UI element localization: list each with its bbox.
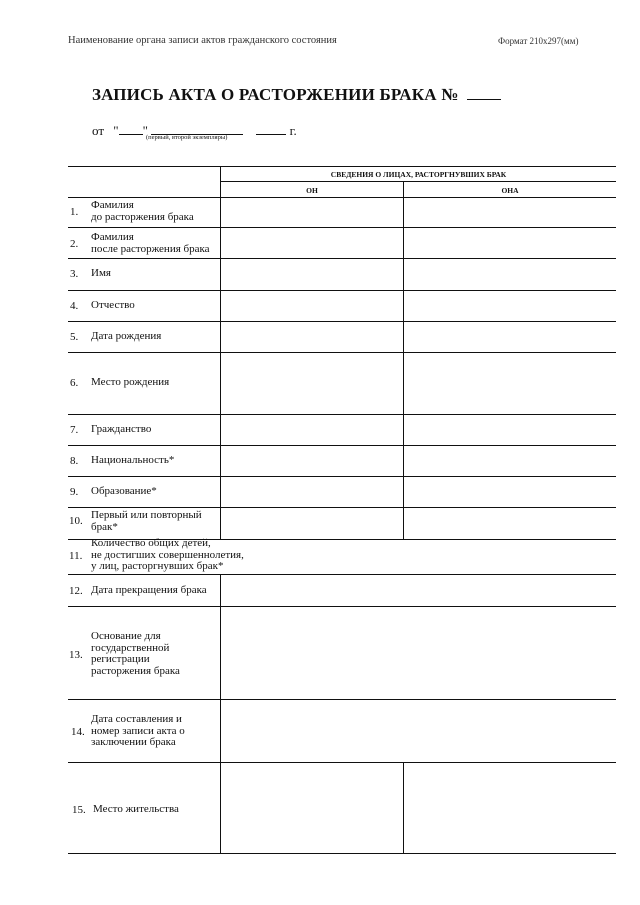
- row-label-line: Дата прекращения брака: [91, 584, 207, 596]
- row-label-line: Отчество: [91, 299, 135, 311]
- row-label-line: Фамилия: [91, 199, 134, 211]
- row-number: 2.: [70, 238, 79, 250]
- she-patronymic-cell[interactable]: [404, 291, 616, 321]
- table-top-border: [68, 166, 616, 167]
- row-label: [91, 455, 174, 467]
- row-number: 3.: [70, 268, 79, 280]
- table-bottom-border: [68, 853, 616, 854]
- row-number: 6.: [70, 377, 79, 389]
- row-label-line: Образование*: [91, 485, 157, 497]
- date-suffix: г.: [289, 123, 297, 138]
- he-education-cell[interactable]: [221, 477, 403, 507]
- row-label: [91, 585, 207, 597]
- row-label-line: расторжения брака: [91, 664, 180, 677]
- row-number: 11.: [69, 550, 83, 562]
- he-birth-date-cell[interactable]: [221, 322, 403, 352]
- record-number-field[interactable]: [467, 85, 501, 100]
- he-patronymic-cell[interactable]: [221, 291, 403, 321]
- column-he-header: ОН: [306, 186, 318, 195]
- marriage-record-reference-cell[interactable]: [221, 700, 616, 762]
- row-number: 14.: [71, 726, 85, 738]
- he-residence-cell[interactable]: [221, 763, 403, 853]
- row-label: [91, 631, 180, 677]
- column-she-header: ОНА: [501, 186, 519, 195]
- he-nationality-cell[interactable]: [221, 446, 403, 476]
- row-label: [91, 714, 185, 749]
- row-label: [91, 538, 244, 573]
- she-nationality-cell[interactable]: [404, 446, 616, 476]
- row-label-line: Гражданство: [91, 423, 152, 435]
- date-quote-close: ": [142, 123, 148, 138]
- she-marriage-order-cell[interactable]: [404, 508, 616, 539]
- row-label: [91, 424, 151, 436]
- row-label-line: Дата рождения: [91, 330, 162, 342]
- row-label-line: брак*: [91, 520, 118, 533]
- row-label: [91, 300, 135, 312]
- row-label-line: регистрации: [91, 653, 150, 665]
- row-number: 4.: [70, 300, 79, 312]
- row-label-line: заключении брака: [91, 736, 176, 748]
- row-label-line: Имя: [91, 267, 111, 279]
- row-number: 8.: [70, 455, 79, 467]
- row-label-line: Место жительства: [93, 803, 179, 815]
- row-label-line: Основание для: [91, 630, 161, 642]
- day-field[interactable]: [119, 120, 143, 135]
- row-label: [91, 268, 111, 280]
- year-field[interactable]: [256, 120, 286, 135]
- row-label-line: Национальность*: [91, 454, 175, 466]
- row-number: 10.: [69, 515, 83, 527]
- divorce-registration-basis-cell[interactable]: [221, 607, 616, 699]
- she-surname-after-cell[interactable]: [404, 228, 616, 258]
- group-header-divider: [220, 181, 616, 182]
- row-number: 9.: [70, 486, 79, 498]
- row-label-line: Фамилия: [91, 231, 134, 243]
- he-citizenship-cell[interactable]: [221, 415, 403, 445]
- he-name-cell[interactable]: [221, 259, 403, 290]
- he-surname-before-cell[interactable]: [221, 198, 403, 227]
- row-label-line: государственной: [91, 641, 170, 654]
- row-label-line: до расторжения брака: [91, 210, 194, 223]
- row-label-line: Место рождения: [91, 376, 170, 388]
- row-label: [91, 331, 161, 343]
- date-quote-open: ": [113, 123, 119, 138]
- row-number: 5.: [70, 331, 79, 343]
- row-label-line: Первый или повторный: [91, 509, 202, 521]
- copies-note: (первый, второй экземпляры): [146, 134, 228, 141]
- she-name-cell[interactable]: [404, 259, 616, 290]
- date-prefix: от: [92, 123, 105, 138]
- common-children-count-cell[interactable]: [260, 540, 616, 574]
- she-citizenship-cell[interactable]: [404, 415, 616, 445]
- row-label-line: Дата составления и: [91, 713, 182, 725]
- row-number: 13.: [69, 649, 83, 661]
- she-birth-place-cell[interactable]: [404, 353, 616, 414]
- row-label: [91, 486, 157, 498]
- he-marriage-order-cell[interactable]: [221, 508, 403, 539]
- document-title-text: ЗАПИСЬ АКТА О РАСТОРЖЕНИИ БРАКА №: [92, 85, 459, 104]
- row-label: [91, 510, 202, 533]
- he-surname-after-cell[interactable]: [221, 228, 403, 258]
- page-format: Формат 210х297(мм): [498, 36, 579, 46]
- she-residence-cell[interactable]: [404, 763, 616, 853]
- row-label-line: номер записи акта о: [91, 724, 185, 737]
- he-birth-place-cell[interactable]: [221, 353, 403, 414]
- row-number: 12.: [69, 585, 83, 597]
- row-label-line: после расторжения брака: [91, 242, 210, 255]
- row-label: [91, 377, 169, 389]
- document-title: [92, 85, 501, 105]
- row-label-line: у лиц, расторгнувших брак*: [91, 560, 224, 572]
- persons-info-header: СВЕДЕНИЯ О ЛИЦАХ, РАСТОРГНУВШИХ БРАК: [330, 170, 507, 179]
- she-birth-date-cell[interactable]: [404, 322, 616, 352]
- row-number: 15.: [72, 804, 86, 816]
- registry-authority-name: Наименование органа записи актов гражданского состояния: [68, 35, 337, 46]
- row-number: 7.: [70, 424, 79, 436]
- she-surname-before-cell[interactable]: [404, 198, 616, 227]
- marriage-end-date-cell[interactable]: [221, 575, 616, 606]
- row-label-line: не достигших совершеннолетия,: [91, 548, 244, 561]
- she-education-cell[interactable]: [404, 477, 616, 507]
- row-label-line: Количество общих детей,: [91, 537, 211, 549]
- row-label: [91, 232, 210, 255]
- month-field[interactable]: [151, 120, 243, 135]
- row-label: [91, 200, 194, 223]
- row-label: [93, 804, 179, 816]
- row-number: 1.: [70, 206, 79, 218]
